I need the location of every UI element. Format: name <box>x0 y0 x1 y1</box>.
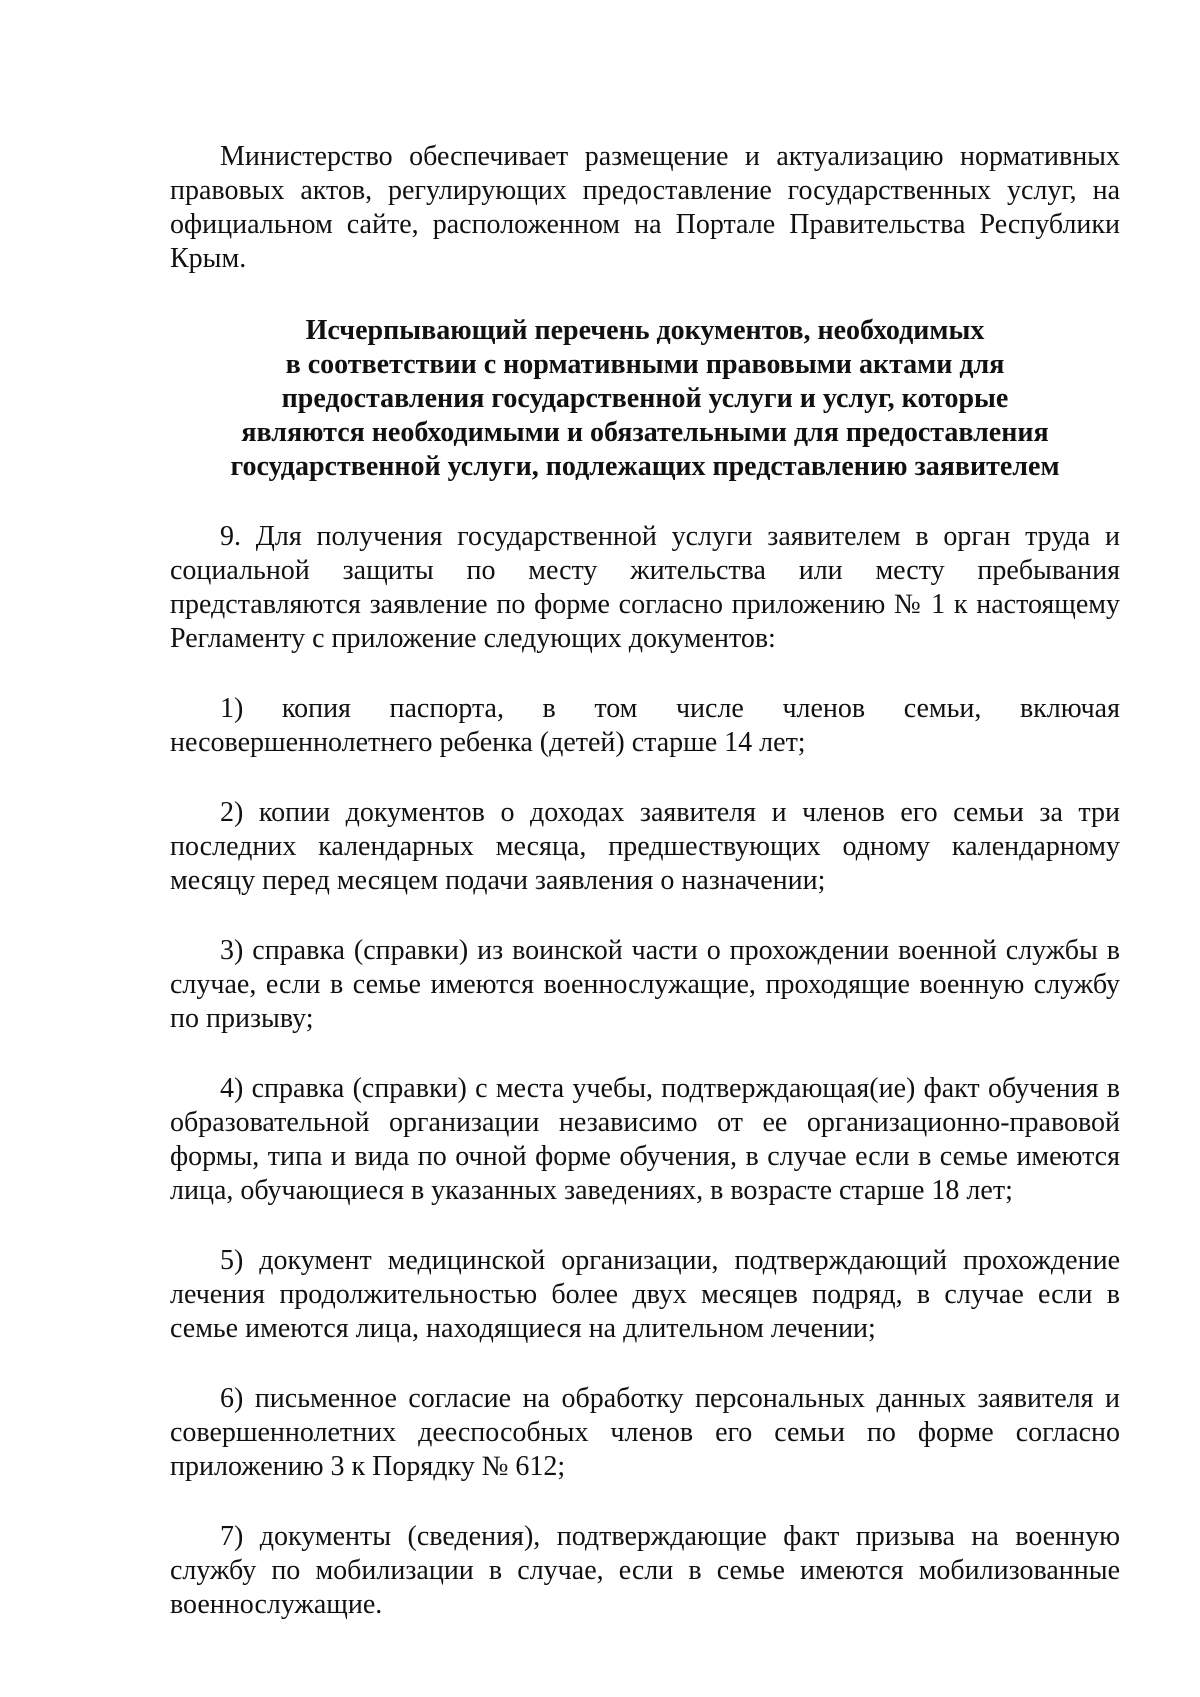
heading-line: государственной услуги, подлежащих представлению заявителем <box>230 451 1060 482</box>
heading-line: Исчерпывающий перечень документов, необходимых <box>305 315 985 346</box>
heading-line: в соответствии с нормативными правовыми актами для <box>285 349 1005 380</box>
list-item-5: 5) документ медицинской организации, подтверждающий прохождение лечения продолжительностью более двух месяцев подряд, в случае если в семье имеются лица, находящиеся на длительном лечении; <box>170 1245 1120 1344</box>
list-item-1: 1) копия паспорта, в том числе членов семьи, включая несовершеннолетнего ребенка (детей) старше 14 лет; <box>170 693 1120 758</box>
section-heading <box>170 314 1120 484</box>
paragraph-9: 9. Для получения государственной услуги заявителем в орган труда и социальной защиты по месту жительства или месту пребывания представляются заявление по форме согласно приложению № 1 к настоящему Регламенту с приложение следующих документов: <box>170 521 1120 654</box>
document-body <box>170 140 1120 1622</box>
heading-line: предоставления государственной услуги и услуг, которые <box>281 383 1009 414</box>
list-item-3: 3) справка (справки) из воинской части о прохождении военной службы в случае, если в семье имеются военнослужащие, проходящие военную службу по призыву; <box>170 935 1120 1034</box>
intro-paragraph: Министерство обеспечивает размещение и актуализацию нормативных правовых актов, регулирующих предоставление государственных услуг, на официальном сайте, расположенном на Портале Правительства Республики Крым. <box>170 141 1120 274</box>
list-item-2: 2) копии документов о доходах заявителя и членов его семьи за три последних календарных месяца, предшествующих одному календарному месяцу перед месяцем подачи заявления о назначении; <box>170 797 1120 896</box>
document-list <box>170 692 1120 1622</box>
list-item-6: 6) письменное согласие на обработку персональных данных заявителя и совершеннолетних дееспособных членов его семьи по форме согласно приложению 3 к Порядку № 612; <box>170 1383 1120 1482</box>
list-item-4: 4) справка (справки) с места учебы, подтверждающая(ие) факт обучения в образовательной организации независимо от ее организационно-правовой формы, типа и вида по очной форме обучения, в случае если в семье имеются лица, обучающиеся в указанных заведениях, в возрасте старше 18 лет; <box>170 1073 1120 1206</box>
heading-line: являются необходимыми и обязательными для предоставления <box>241 417 1049 448</box>
list-item-7: 7) документы (сведения), подтверждающие факт призыва на военную службу по мобилизации в случае, если в семье имеются мобилизованные военнослужащие. <box>170 1521 1120 1620</box>
